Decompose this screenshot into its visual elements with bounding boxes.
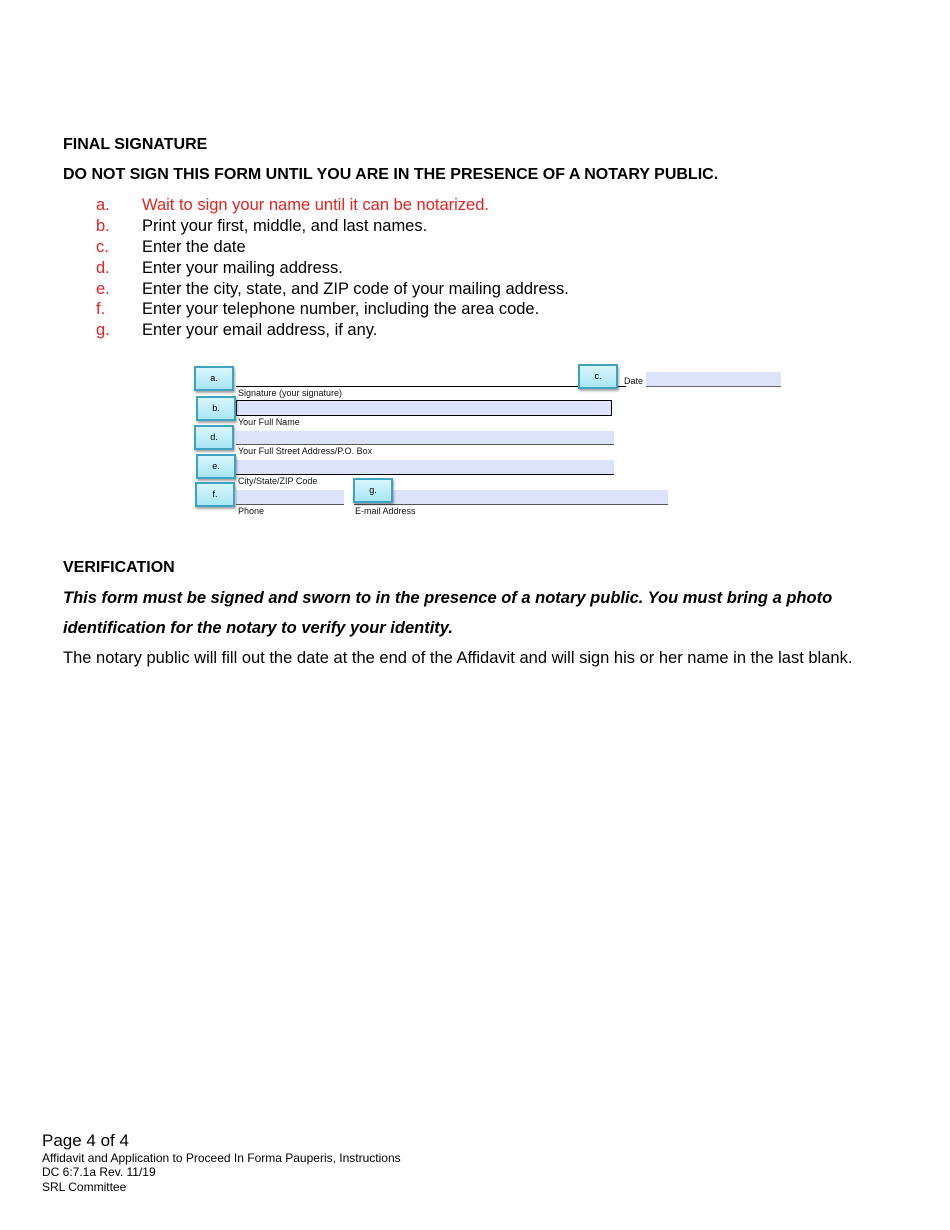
- list-item: [96, 299, 569, 320]
- verification-bold-line-2: identification for the notary to verify your identity.: [63, 619, 453, 637]
- callout-tag-e: e.: [196, 454, 236, 479]
- callout-tag-a: a.: [194, 366, 234, 391]
- list-text: Enter your mailing address.: [142, 258, 343, 277]
- list-text: Print your first, middle, and last names.: [142, 216, 428, 235]
- callout-tag-d: d.: [194, 425, 234, 450]
- notary-warning: DO NOT SIGN THIS FORM UNTIL YOU ARE IN THE PRESENCE OF A NOTARY PUBLIC.: [63, 166, 719, 183]
- callout-tag-b: b.: [196, 396, 236, 421]
- page-number: Page 4 of 4: [42, 1131, 129, 1150]
- list-letter: e.: [96, 279, 110, 298]
- street-address-field[interactable]: [236, 431, 614, 445]
- callout-tag-f: f.: [195, 482, 235, 507]
- list-letter: b.: [96, 216, 110, 235]
- email-caption: E-mail Address: [355, 506, 416, 516]
- list-text: Enter the date: [142, 237, 246, 256]
- signature-form-example: [192, 362, 792, 522]
- list-letter: d.: [96, 258, 110, 277]
- list-item: [96, 320, 569, 341]
- email-field[interactable]: [354, 490, 668, 505]
- list-letter: g.: [96, 321, 110, 340]
- phone-caption: Phone: [238, 506, 265, 516]
- footer-form-number: DC 6:7.1a Rev. 11/19: [42, 1165, 156, 1180]
- list-text: Enter your telephone number, including the area code.: [142, 300, 540, 319]
- footer-committee: SRL Committee: [42, 1179, 127, 1194]
- instruction-list: [96, 195, 569, 341]
- list-item: [96, 279, 569, 300]
- list-item: [96, 216, 569, 237]
- list-item: [96, 258, 569, 279]
- full-name-field[interactable]: [236, 400, 612, 416]
- city-state-zip-caption: City/State/ZIP Code: [238, 476, 318, 486]
- date-field[interactable]: [646, 372, 781, 387]
- list-letter: a.: [96, 195, 110, 214]
- callout-tag-g: g.: [353, 478, 393, 503]
- city-state-zip-field[interactable]: [236, 460, 614, 475]
- street-address-caption: Your Full Street Address/P.O. Box: [238, 446, 373, 456]
- signature-caption: Signature (your signature): [238, 388, 343, 398]
- list-letter: c.: [96, 237, 109, 256]
- verification-bold-line-1: This form must be signed and sworn to in the presence of a notary public. You must bring a photo: [63, 589, 833, 607]
- footer-form-title: Affidavit and Application to Proceed In Forma Pauperis, Instructions: [42, 1151, 401, 1165]
- final-signature-heading: FINAL SIGNATURE: [63, 136, 208, 153]
- verification-heading: VERIFICATION: [63, 559, 175, 576]
- phone-field[interactable]: [236, 490, 344, 505]
- list-letter: f.: [96, 300, 106, 319]
- signature-line: [236, 386, 626, 387]
- callout-tag-c: c.: [578, 364, 618, 389]
- list-text: Wait to sign your name until it can be notarized.: [142, 195, 489, 214]
- list-text: Enter your email address, if any.: [142, 321, 378, 340]
- verification-paragraph: The notary public will fill out the date at the end of the Affidavit and will sign his or her name in the last blank.: [63, 649, 853, 667]
- page-footer: [42, 1131, 401, 1194]
- full-name-caption: Your Full Name: [238, 417, 300, 427]
- list-item: [96, 237, 569, 258]
- list-item: [96, 195, 569, 216]
- list-text: Enter the city, state, and ZIP code of your mailing address.: [142, 279, 569, 298]
- date-caption: Date: [624, 376, 644, 386]
